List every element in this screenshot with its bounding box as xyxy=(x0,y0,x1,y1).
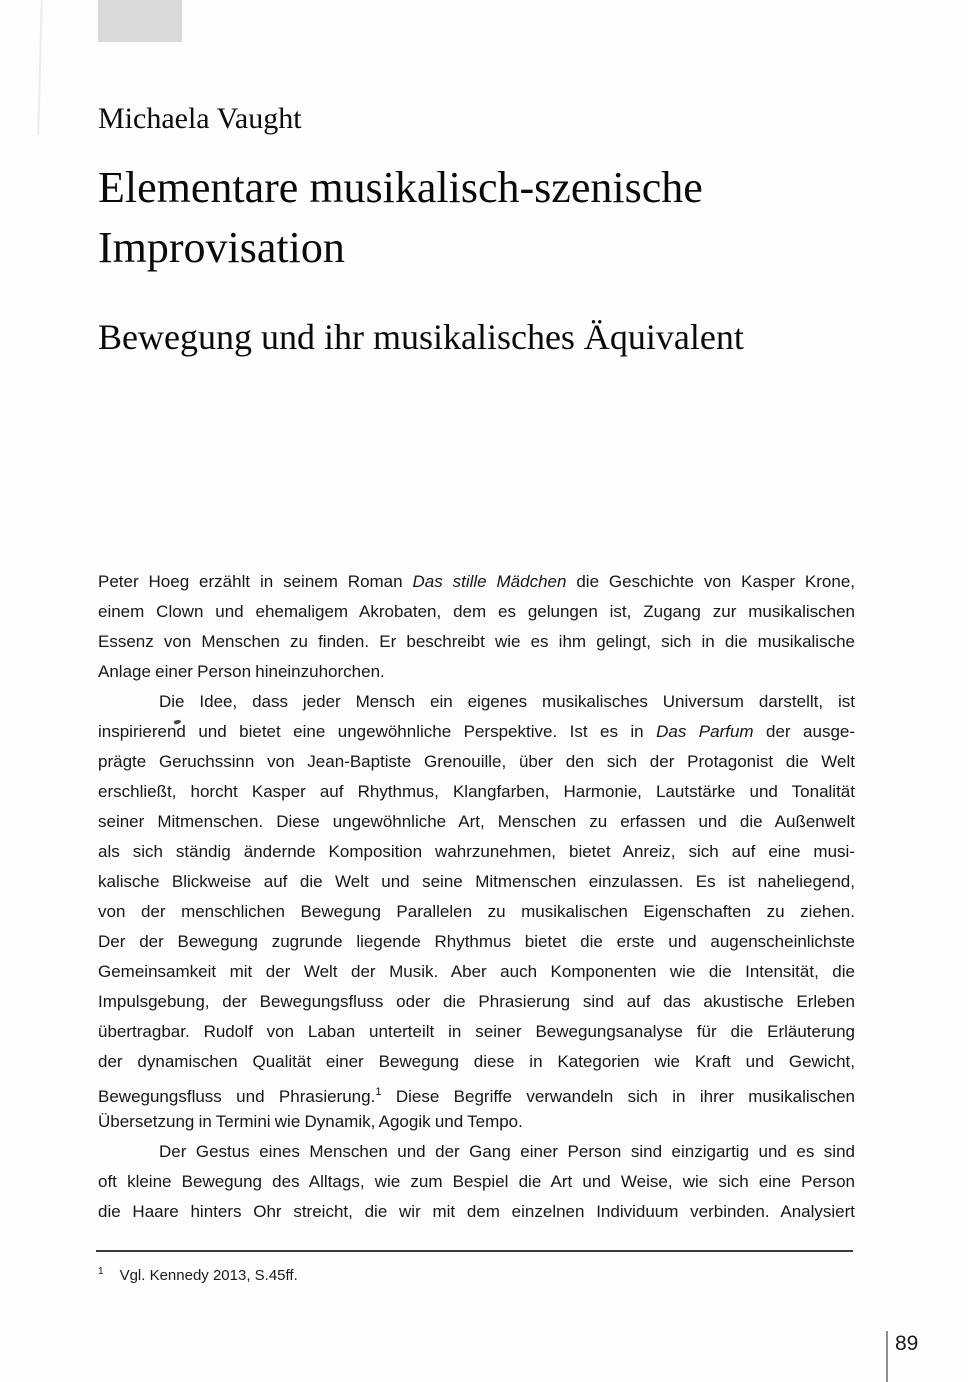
body-line xyxy=(98,807,855,837)
body-text-segment: einem Clown und ehemaligem Akrobaten, dem es gelungen ist, Zugang zur musikalischen xyxy=(98,602,855,621)
body-line xyxy=(98,897,855,927)
body-text-segment: von der menschlichen Bewegung Parallelen zu musikalischen Eigenschaften zu ziehen. xyxy=(98,902,855,921)
body-text-segment: Essenz von Menschen zu finden. Er beschreibt wie es ihm gelingt, sich in die musikalische xyxy=(98,632,855,651)
body-text-segment: Impulsgebung, der Bewegungsfluss oder die Phrasierung sind auf das akustische Erleben xyxy=(98,992,855,1011)
body-line xyxy=(98,657,855,687)
footnote-reference: 1 xyxy=(375,1086,382,1098)
body-line xyxy=(98,987,855,1017)
article-title-line1: Elementare musikalisch-szenische xyxy=(98,163,703,212)
body-line xyxy=(98,627,855,657)
article-title-line2: Improvisation xyxy=(98,223,345,272)
body-text-segment: die Geschichte von Kasper Krone, xyxy=(566,572,855,591)
body-line xyxy=(98,1047,855,1077)
page-number: 89 xyxy=(895,1332,919,1355)
body-line xyxy=(98,837,855,867)
body-text-segment: der ausge- xyxy=(753,722,856,741)
body-line xyxy=(98,567,855,597)
body-text-segment: Gemeinsamkeit mit der Welt der Musik. Aber auch Komponenten wie die Intensität, die xyxy=(98,962,855,981)
body-line xyxy=(98,1137,855,1167)
body-text-segment: Peter Hoeg erzählt in seinem Roman xyxy=(98,572,413,591)
body-text xyxy=(98,567,855,1227)
body-text-segment: seiner Mitmenschen. Diese ungewöhnliche Art, Menschen zu erfassen und die Außenwelt xyxy=(98,812,855,831)
body-line xyxy=(98,777,855,807)
body-text-segment: oft kleine Bewegung des Alltags, wie zum Bespiel die Art und Weise, wie sich eine Person xyxy=(98,1172,855,1191)
body-text-segment: kalische Blickweise auf die Welt und seine Mitmenschen einzulassen. Es ist naheliegend, xyxy=(98,872,855,891)
body-text-segment: Das Parfum xyxy=(656,722,754,741)
body-text-segment: Das stille Mädchen xyxy=(412,572,567,591)
body-text-segment: die Haare hinters Ohr streicht, die wir mit dem einzelnen Individuum verbinden. Analysiert xyxy=(98,1202,855,1221)
body-line xyxy=(98,687,855,717)
body-text-segment: als sich ständig ändernde Komposition wahrzunehmen, bietet Anreiz, sich auf eine musi- xyxy=(98,842,855,861)
body-line xyxy=(98,717,855,747)
body-text-segment: Diese Begriffe verwandeln sich in ihrer musikalischen xyxy=(381,1087,856,1106)
footnote-rule xyxy=(96,1250,853,1252)
body-text-segment: erschließt, horcht Kasper auf Rhythmus, Klangfarben, Harmonie, Lautstärke und Tonalität xyxy=(98,782,855,801)
body-text-segment: Die Idee, dass jeder Mensch ein eigenes musikalisches Universum darstellt, ist xyxy=(159,692,855,711)
body-text-segment: der dynamischen Qualität einer Bewegung diese in Kategorien wie Kraft und Gewicht, xyxy=(98,1052,855,1071)
body-text-segment: Der Gestus eines Menschen und der Gang einer Person sind einzigartig und es sind xyxy=(159,1142,855,1161)
body-text-segment: Bewegungsfluss und Phrasierung. xyxy=(98,1087,376,1106)
body-line xyxy=(98,867,855,897)
body-line xyxy=(98,1017,855,1047)
body-line xyxy=(98,597,855,627)
body-line xyxy=(98,927,855,957)
article-title xyxy=(98,158,703,278)
scan-artifact-box xyxy=(98,0,182,42)
body-text-segment: prägte Geruchssinn von Jean-Baptiste Grenouille, über den sich der Protagonist die Welt xyxy=(98,752,855,771)
body-text-segment: Übersetzung in Termini wie Dynamik, Agogik und Tempo. xyxy=(98,1112,523,1131)
body-line xyxy=(98,1197,855,1227)
footnote-marker: 1 xyxy=(98,1266,104,1277)
body-text-segment: Der der Bewegung zugrunde liegende Rhythmus bietet die erste und augenscheinlichste xyxy=(98,932,855,951)
body-text-segment: Anlage einer Person hineinzuhorchen. xyxy=(98,662,385,681)
footnote-text: Vgl. Kennedy 2013, S.45ff. xyxy=(119,1267,298,1284)
body-line xyxy=(98,957,855,987)
page-number-divider xyxy=(886,1331,888,1382)
body-text-segment: inspirierend und bietet eine ungewöhnliche Perspektive. Ist es in xyxy=(98,722,657,741)
body-line xyxy=(98,1167,855,1197)
body-text-segment: übertragbar. Rudolf von Laban unterteilt in seiner Bewegungsanalyse für die Erläuterung xyxy=(98,1022,855,1041)
footnote xyxy=(98,1266,298,1284)
article-subtitle: Bewegung und ihr musikalisches Äquivalent xyxy=(98,317,744,357)
scan-artifact-edge xyxy=(37,0,43,135)
author-name: Michaela Vaught xyxy=(98,102,302,135)
body-line xyxy=(98,1077,855,1107)
body-line xyxy=(98,747,855,777)
body-line xyxy=(98,1107,855,1137)
